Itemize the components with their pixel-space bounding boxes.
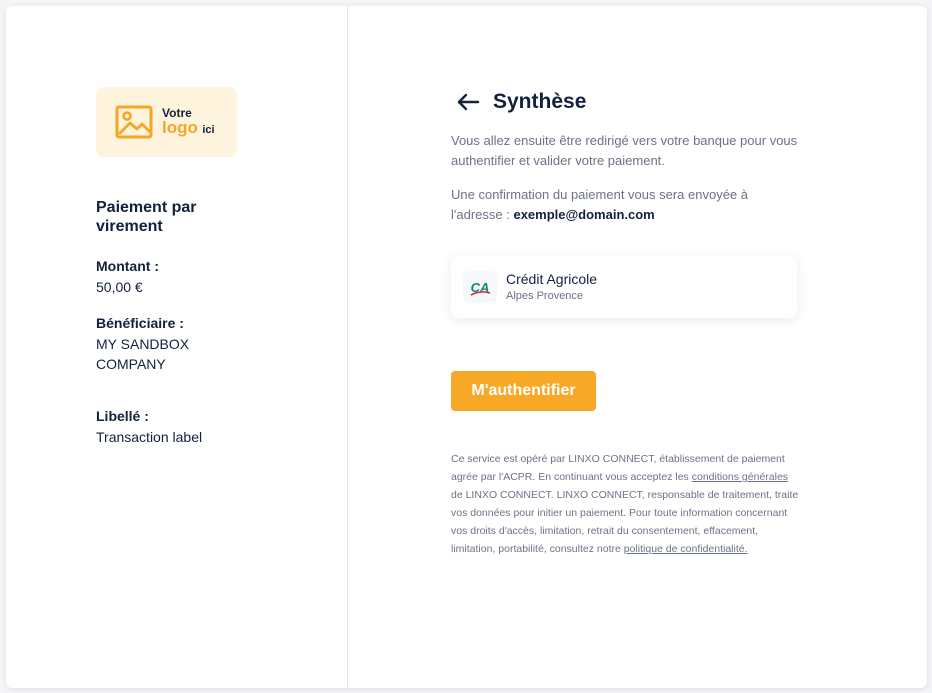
amount-label: Montant :	[96, 258, 159, 274]
confirmation-label: Une confirmation du paiement vous sera envoyée à l'adresse :	[451, 187, 749, 222]
libelle-label: Libellé :	[96, 408, 149, 424]
logo-word: logo	[162, 118, 198, 137]
page-title: Synthèse	[493, 90, 587, 113]
svg-text:CA: CA	[470, 280, 490, 295]
bank-region: Alpes Provence	[506, 290, 584, 302]
bank-name: Crédit Agricole	[506, 271, 598, 287]
amount-value: 50,00 €	[96, 279, 143, 295]
logo-text	[162, 107, 215, 137]
selected-bank-card[interactable]	[451, 256, 797, 318]
legal-text-part2: de LINXO CONNECT. LINXO CONNECT, responsable de traitement, traite vos données pour initier un paiement. Pour toute information concernant vos droits d'accès, limitation, retrait du consentement, effacement, limitation, portabilité, consultez notre	[451, 489, 799, 555]
payment-method-title: Paiement par virement	[96, 199, 197, 235]
arrow-left-icon[interactable]	[456, 92, 480, 112]
payment-summary-panel	[6, 6, 348, 688]
redirect-text: Vous allez ensuite être redirigé vers votre banque pour vous authentifier et valider votre paiement.	[451, 133, 798, 168]
confirmation-text	[451, 185, 801, 225]
libelle-value: Transaction label	[96, 429, 203, 445]
credit-agricole-logo-icon	[463, 271, 497, 303]
privacy-policy-link[interactable]: politique de confidentialité.	[623, 543, 748, 555]
logo-ici: ici	[202, 124, 215, 136]
beneficiary-value: MY SANDBOX COMPANY	[96, 336, 190, 372]
legal-text-part1: Ce service est opéré par LINXO CONNECT, établissement de paiement agrée par l'ACPR. En continuant vous acceptez les	[451, 453, 785, 483]
legal-notice	[451, 450, 799, 558]
confirmation-email: exemple@domain.com	[513, 207, 655, 222]
payment-card	[6, 6, 927, 688]
authenticate-button[interactable]: M'authentifier	[451, 371, 596, 411]
logo-votre: Votre	[162, 106, 192, 120]
terms-link[interactable]: conditions générales	[691, 471, 789, 483]
synthesis-panel	[348, 6, 927, 688]
image-placeholder-icon	[115, 105, 153, 139]
beneficiary-label: Bénéficiaire :	[96, 315, 184, 331]
company-logo	[96, 87, 237, 157]
